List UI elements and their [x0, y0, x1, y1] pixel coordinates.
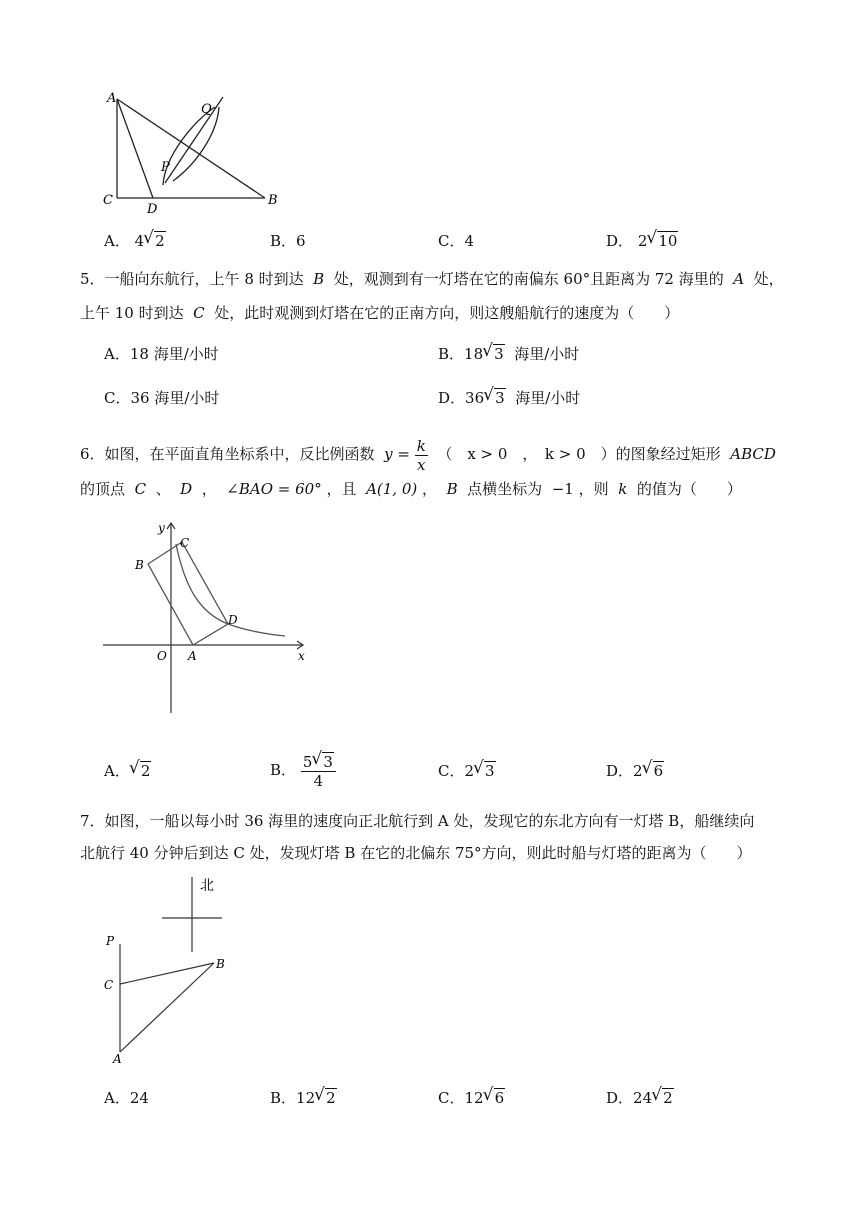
q4-label-A: A [107, 91, 117, 106]
q7-option-a[interactable]: A．24 [104, 1089, 149, 1107]
q4-option-b[interactable]: B．6 [270, 232, 306, 250]
q7-option-d[interactable]: D．24√ 2 [606, 1087, 674, 1109]
q7-label-A: A [113, 1052, 122, 1066]
q6-option-d[interactable]: D．2√ 6 [606, 760, 664, 782]
q6-label-D: D [228, 613, 238, 627]
q6-label-y: y [158, 521, 165, 535]
q7-stem-line1: 7．如图，一船以每小时 36 海里的速度向正北航行到 A 处，发现它的东北方向有一灯塔 B，船继续向 [80, 812, 755, 830]
q6-option-b[interactable]: B． $\frac{5√ 3}{4}$ [270, 748, 336, 792]
q6-label-A: A [188, 649, 197, 663]
q6-label-B: B [135, 558, 144, 572]
q7-label-north: 北 [200, 878, 214, 894]
q6-label-O: O [157, 649, 167, 663]
q6-label-x: x [298, 649, 305, 663]
q6-figure [100, 518, 310, 718]
q6-label-C: C [180, 536, 190, 550]
q4-label-C: C [103, 193, 113, 208]
q4-label-P: P [161, 160, 170, 175]
q4-option-a[interactable]: A． 4√ 2 [104, 230, 166, 252]
q6-stem-line2: 的顶点 C 、 D ， ∠BAO = 60° ，且 A(1, 0) ， B 点横坐标为 −1 ，则 k 的值为（ ） [80, 480, 742, 498]
q4-label-D: D [147, 202, 158, 217]
q7-label-P: P [106, 934, 115, 948]
q6-option-c[interactable]: C．2√ 3 [438, 760, 496, 782]
q7-label-B: B [216, 957, 225, 971]
q4-option-d[interactable]: D． 2√ 10 [606, 230, 678, 252]
q7-figure [100, 872, 250, 1067]
q6-fraction: $\frac{k}{x}$ [416, 436, 426, 474]
q7-label-C: C [104, 978, 114, 992]
q6-option-a[interactable]: A．√ 2 [104, 760, 151, 782]
q7-option-c[interactable]: C．12√ 6 [438, 1087, 505, 1109]
q5-option-b[interactable]: B．18√ 3 海里/小时 [438, 343, 579, 365]
q4-label-B: B [268, 193, 278, 208]
q5-option-c[interactable]: C．36 海里/小时 [104, 389, 220, 407]
q5-option-d[interactable]: D．36√ 3 海里/小时 [438, 387, 580, 409]
q4-figure [95, 85, 295, 220]
q4-label-Q: Q [201, 102, 212, 117]
q5-stem-line2: 上午 10 时到达 C 处，此时观测到灯塔在它的正南方向，则这艘船航行的速度为（ ） [80, 304, 680, 322]
q7-stem-line2: 北航行 40 分钟后到达 C 处，发现灯塔 B 在它的北偏东 75°方向，则此时船与灯塔的距离为（ ） [80, 844, 752, 862]
q5-option-a[interactable]: A．18 海里/小时 [104, 345, 219, 363]
q7-option-b[interactable]: B．12√ 2 [270, 1087, 337, 1109]
q5-stem-line1: 5．一船向东航行，上午 8 时到达 B 处，观测到有一灯塔在它的南偏东 60°且距离为 72 海里的 A 处， [80, 270, 784, 288]
q4-option-c[interactable]: C．4 [438, 232, 475, 250]
q6-stem-line1: 6．如图，在平面直角坐标系中，反比例函数 y = $\frac{k}{x}$ （ x > 0 ， k > 0 ）的图象经过矩形 ABCD [80, 436, 776, 474]
